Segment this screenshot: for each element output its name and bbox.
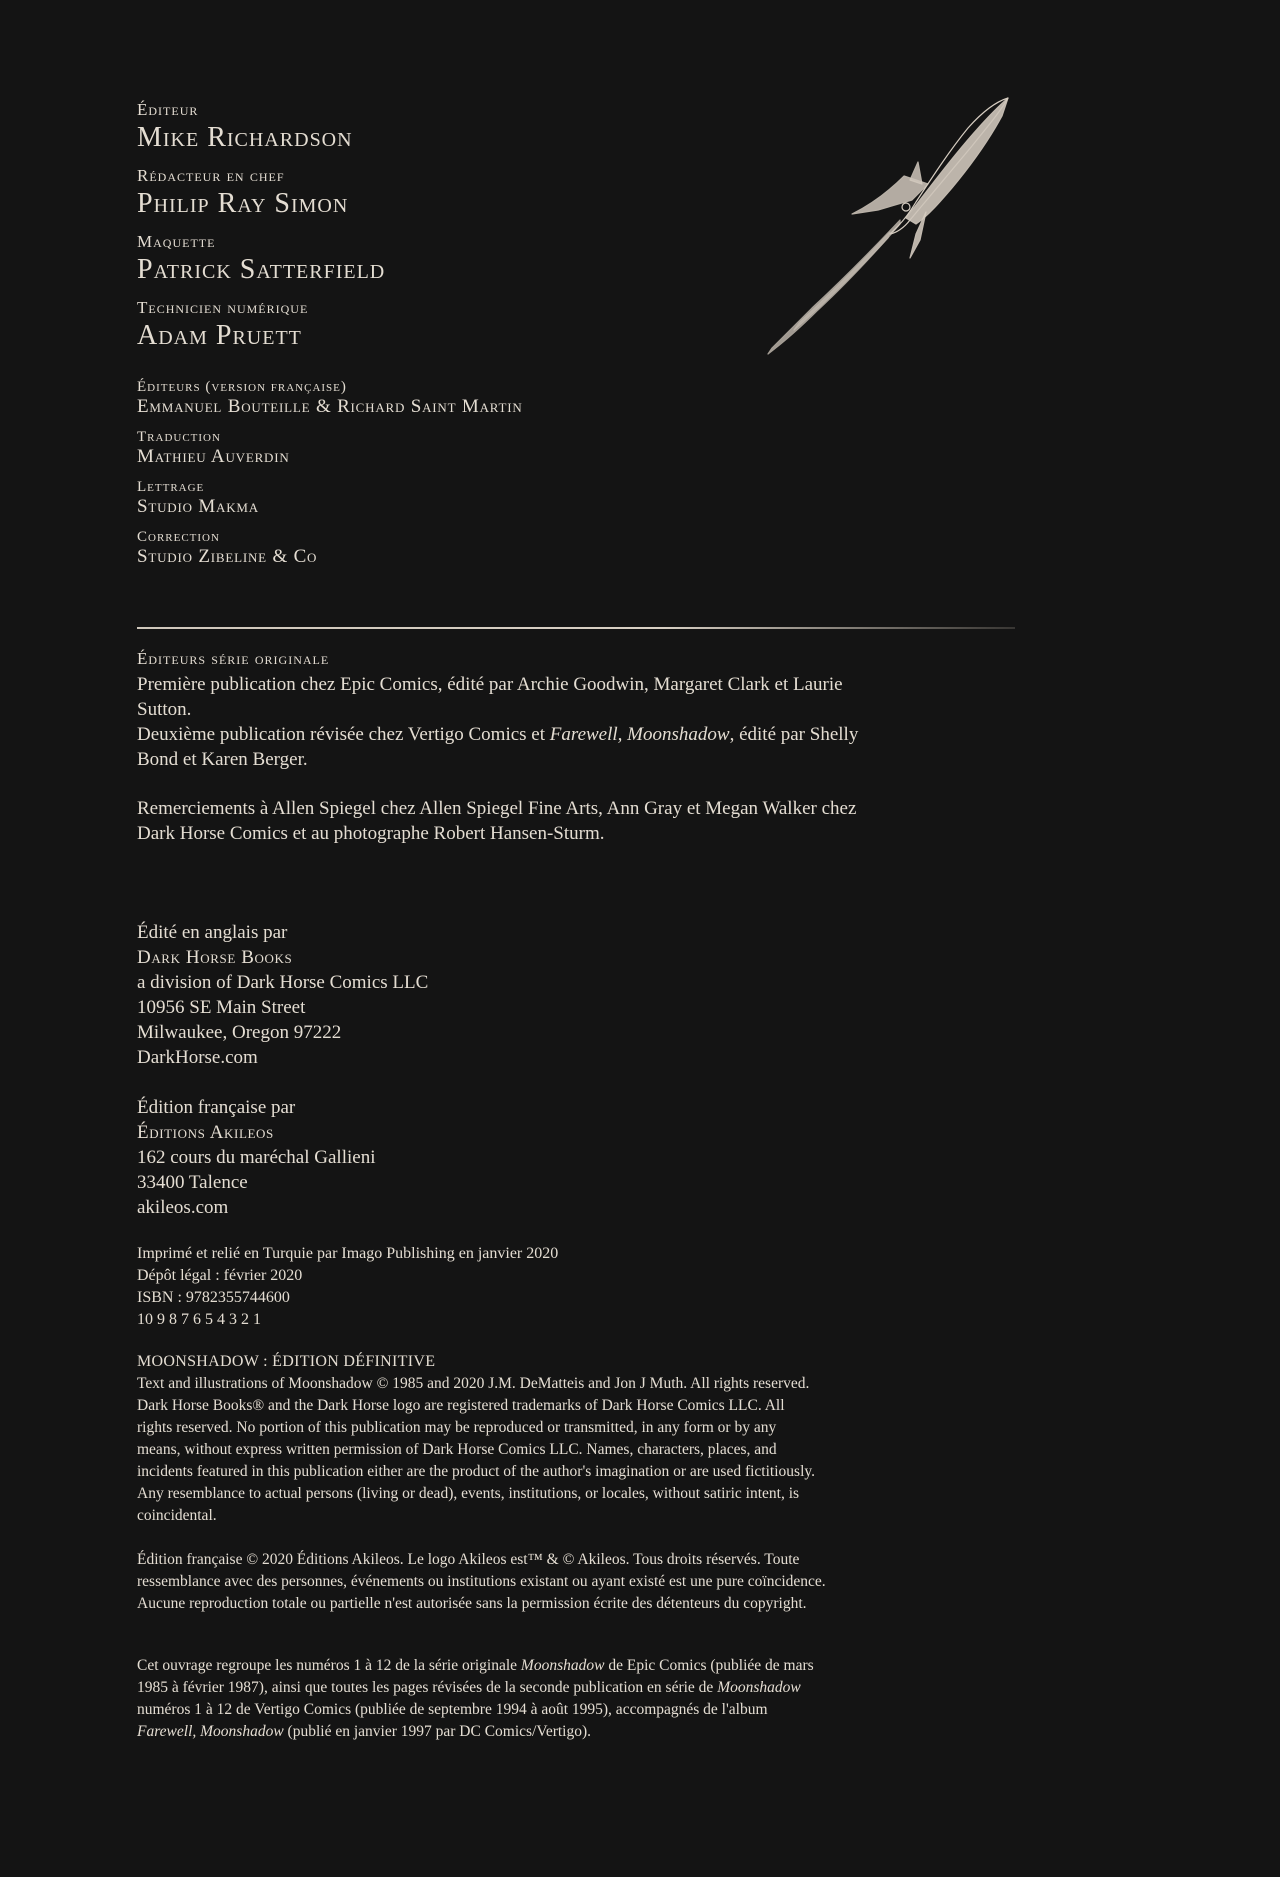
legal-notice <box>137 1351 1017 1615</box>
credit-role: Lettrage <box>137 479 205 495</box>
publisher-name: Dark Horse Books <box>137 947 293 968</box>
section-heading: Éditeurs série originale <box>137 649 330 668</box>
text-line: Bond et Karen Berger. <box>137 749 308 770</box>
text-line: 162 cours du maréchal Gallieni <box>137 1147 376 1168</box>
text-line: incidents featured in this publication either are the product of the author's imagination or are used fictitiously. <box>137 1463 815 1480</box>
text-line: rights reserved. No portion of this publication may be reproduced or transmitted, in any form or by any <box>137 1419 777 1436</box>
text-line: DarkHorse.com <box>137 1047 258 1068</box>
text-line: Dépôt légal : février 2020 <box>137 1267 303 1284</box>
text-line: 33400 Talence <box>137 1172 248 1193</box>
collection-note <box>137 1655 1017 1743</box>
credit-name: Studio Zibeline & Co <box>137 546 318 567</box>
text-line: Cet ouvrage regroupe les numéros 1 à 12 de la série originale Moonshadow de Epic Comics (publiée de mars <box>137 1657 814 1674</box>
text-line: ISBN : 9782355744600 <box>137 1289 290 1306</box>
credit-role: Rédacteur en chef <box>137 166 285 185</box>
text-line: Text and illustrations of Moonshadow © 1985 and 2020 J.M. DeMatteis and Jon J Muth. All rights reserved. <box>137 1375 810 1392</box>
text-line: a division of Dark Horse Comics LLC <box>137 972 429 993</box>
credit-role: Éditeur <box>137 100 199 119</box>
french-publisher-address <box>137 1095 1017 1220</box>
text-line: Aucune reproduction totale ou partielle n'est autorisée sans la permission écrite des détenteurs du copyright. <box>137 1595 807 1612</box>
credit-name: Studio Makma <box>137 496 259 517</box>
credit-name: Philip Ray Simon <box>137 188 349 219</box>
text-line: ressemblance avec des personnes, événements ou institutions existant ou ayant existé est une pure coïncidence. <box>137 1573 826 1590</box>
credit-name: Mathieu Auverdin <box>137 446 290 467</box>
original-series-section <box>137 648 1017 846</box>
credit-role: Maquette <box>137 232 216 251</box>
text-line: Dark Horse Books® and the Dark Horse logo are registered trademarks of Dark Horse Comics LLC. All <box>137 1397 785 1414</box>
text-line: 1985 à février 1987), ainsi que toutes les pages révisées de la seconde publication en série de Moonshadow <box>137 1679 801 1696</box>
text-line: Any resemblance to actual persons (living or dead), events, institutions, or locales, without satiric intent, is <box>137 1485 800 1502</box>
credit-role: Traduction <box>137 429 221 445</box>
text-line: Première publication chez Epic Comics, édité par Archie Goodwin, Margaret Clark et Laurie <box>137 674 843 695</box>
text-line: akileos.com <box>137 1197 229 1218</box>
text-line: Édité en anglais par <box>137 922 288 943</box>
book-title: MOONSHADOW : ÉDITION DÉFINITIVE <box>137 1353 436 1370</box>
credit-name: Emmanuel Bouteille & Richard Saint Martin <box>137 396 523 417</box>
text-line: Farewell, Moonshadow (publié en janvier 1997 par DC Comics/Vertigo). <box>137 1723 592 1740</box>
text-line: numéros 1 à 12 de Vertigo Comics (publiée de septembre 1994 à août 1995), accompagnés de l'album <box>137 1701 768 1718</box>
text-line: Deuxième publication révisée chez Vertigo Comics et Farewell, Moonshadow, édité par Shelly <box>137 724 859 745</box>
text-line: coincidental. <box>137 1507 217 1524</box>
text-line: Édition française par <box>137 1097 296 1118</box>
text-line: Édition française © 2020 Éditions Akileos. Le logo Akileos est™ & © Akileos. Tous droits réservés. Toute <box>137 1551 800 1568</box>
printing-info <box>137 1243 1017 1331</box>
divider <box>137 627 1015 629</box>
credit-role: Éditeurs (version française) <box>137 379 347 395</box>
text-line: Milwaukee, Oregon 97222 <box>137 1022 342 1043</box>
publisher-name: Éditions Akileos <box>137 1122 274 1143</box>
credit-role: Correction <box>137 529 220 545</box>
text-line: 10 9 8 7 6 5 4 3 2 1 <box>137 1311 261 1328</box>
text-line: 10956 SE Main Street <box>137 997 306 1018</box>
credit-name: Mike Richardson <box>137 122 353 153</box>
credit-name: Adam Pruett <box>137 320 302 351</box>
text-line: Dark Horse Comics et au photographe Robert Hansen-Sturm. <box>137 823 605 844</box>
text-line: Sutton. <box>137 699 192 720</box>
credits-list <box>137 100 837 578</box>
text-line: Imprimé et relié en Turquie par Imago Publishing en janvier 2020 <box>137 1245 559 1262</box>
credit-name: Patrick Satterfield <box>137 254 386 285</box>
text-line: means, without express written permission of Dark Horse Comics LLC. Names, characters, places, and <box>137 1441 777 1458</box>
credit-role: Technicien numérique <box>137 298 309 317</box>
text-line: Remerciements à Allen Spiegel chez Allen Spiegel Fine Arts, Ann Gray et Megan Walker chez <box>137 798 857 819</box>
english-publisher-address <box>137 920 1017 1070</box>
